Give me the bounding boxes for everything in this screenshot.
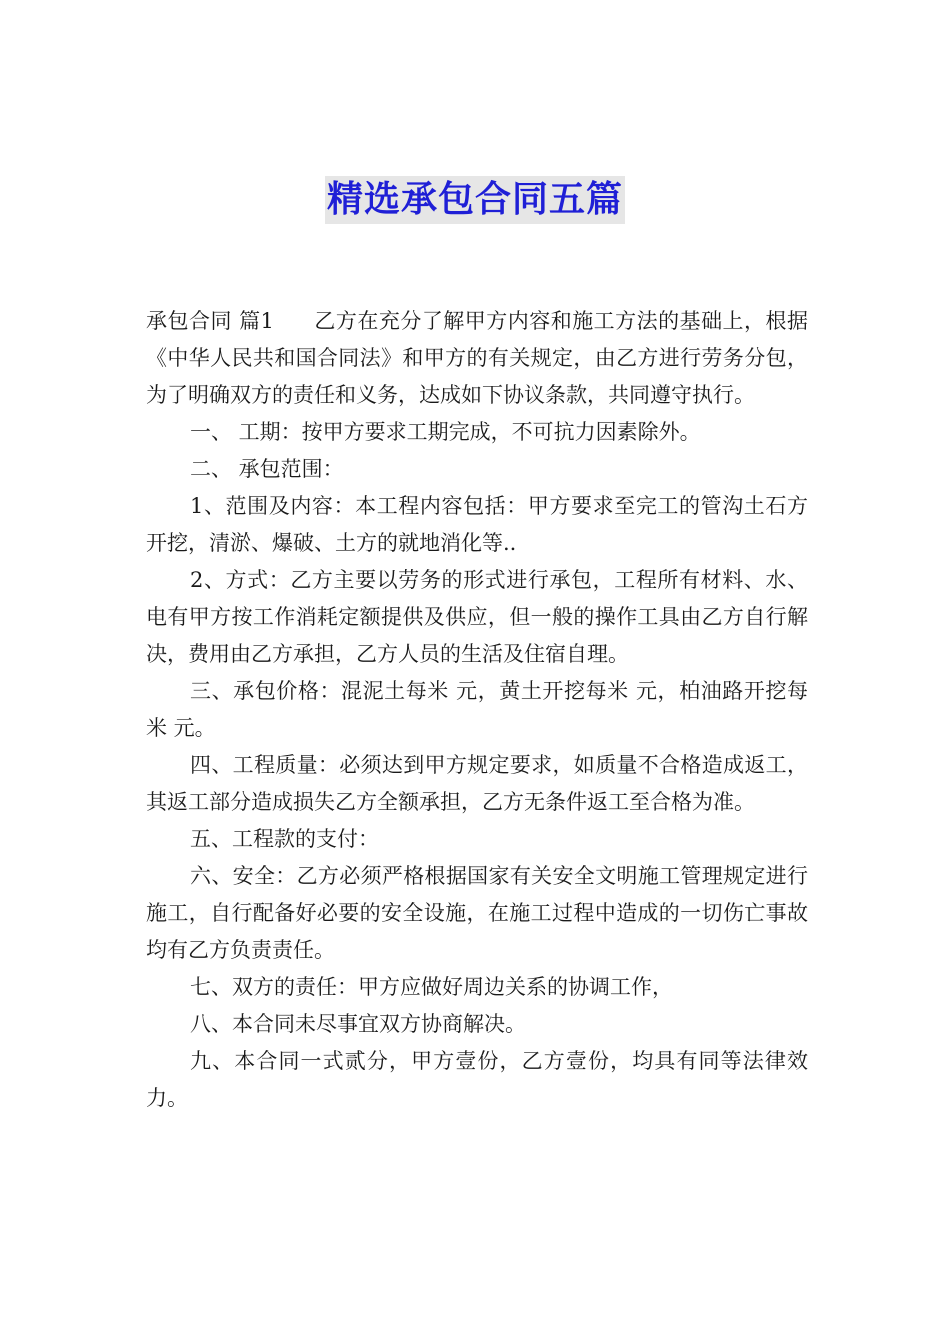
clause-payment: 五、工程款的支付： [190,827,379,851]
clause-negotiation: 八、本合同未尽事宜双方协商解决。 [190,1012,526,1036]
clause-copies: 九、本合同一式贰分，甲方壹份，乙方壹份，均具有同等法律效力。 [146,1049,808,1110]
document-title: 精选承包合同五篇 [325,176,625,224]
section-label: 承包合同 篇1 [146,309,274,333]
clause-scope-heading: 二、 承包范围： [190,457,344,481]
intro-paragraph [146,303,808,414]
clause-duration: 一、 工期：按甲方要求工期完成，不可抗力因素除外。 [190,420,701,444]
title-container [0,176,950,224]
clause-price: 三、承包价格：混泥土每米 元，黄土开挖每米 元，柏油路开挖每米 元。 [146,679,808,740]
clause-scope-content: 1、范围及内容：本工程内容包括：甲方要求至完工的管沟土石方开挖，清淤、爆破、土方的就地消化等.. [146,494,808,555]
clause-responsibility: 七、双方的责任：甲方应做好周边关系的协调工作， [190,975,673,999]
clause-scope-method: 2、方式：乙方主要以劳务的形式进行承包，工程所有材料、水、电有甲方按工作消耗定额提供及供应，但一般的操作工具由乙方自行解决，费用由乙方承担，乙方人员的生活及住宿自理。 [146,568,808,666]
document-body [146,303,808,1117]
paragraph-text: 乙方在充分了解甲方内容和施工方法的基础上，根据《中华人民共和国合同法》和甲方的有关规定，由乙方进行劳务分包，为了明确双方的责任和义务，达成如下协议条款，共同遵守执行。 [146,309,809,407]
clause-safety: 六、安全：乙方必须严格根据国家有关安全文明施工管理规定进行施工，自行配备好必要的安全设施，在施工过程中造成的一切伤亡事故均有乙方负责责任。 [146,864,808,962]
clause-quality: 四、工程质量：必须达到甲方规定要求，如质量不合格造成返工，其返工部分造成损失乙方全额承担，乙方无条件返工至合格为准。 [146,753,808,814]
